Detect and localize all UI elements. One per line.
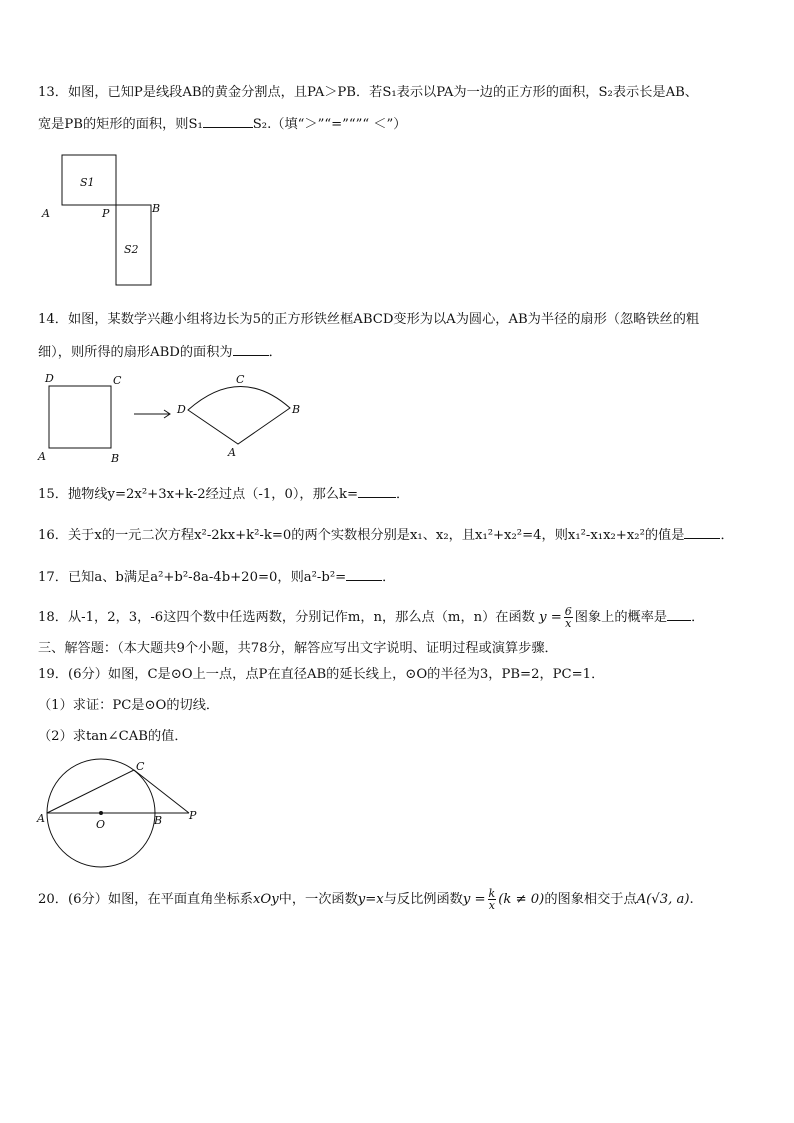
q20-text-e: . xyxy=(689,892,694,907)
label-p: P xyxy=(189,809,197,822)
q13-text-b: S₂.（填“＞”“=”“”“ ＜”） xyxy=(252,117,407,132)
q14-text-a: 细），则所得的扇形ABD的面积为 xyxy=(38,345,233,360)
q20-text-c: 与反比例函数 xyxy=(383,892,463,907)
label-b: B xyxy=(154,814,163,827)
q20-text-b: 中，一次函数 xyxy=(278,892,358,907)
q16-answer-blank xyxy=(684,525,720,539)
q18-line xyxy=(38,606,704,629)
q19-part2: （2）求tan∠CAB的值． xyxy=(38,729,188,744)
q14-line1: 14．如图，某数学兴趣小组将边长为5的正方形铁丝框ABCD变形为以A为圆心，AB为半径的扇形（忽略铁丝的粗 xyxy=(38,312,700,327)
q14-line2 xyxy=(38,342,282,362)
q16-text-b: ． xyxy=(720,528,734,543)
q15-text-b: ． xyxy=(396,487,410,502)
label-b: B xyxy=(152,202,161,215)
q20-condition: (k ≠ 0) xyxy=(498,892,545,907)
q17-text-a: 17．已知a、b满足a²+b²-8a-4b+20=0，则a²-b²= xyxy=(38,570,347,585)
sector-abd xyxy=(188,386,290,444)
label-o: O xyxy=(96,818,106,831)
q20-text-a: 20．(6分）如图，在平面直角坐标系 xyxy=(38,892,253,907)
q13-text-a: 宽是PB的矩形的面积，则S₁ xyxy=(38,117,203,132)
q13-line1: 13．如图，已知P是线段AB的黄金分割点，且PA＞PB．若S₁表示以PA为一边的正方形的面积，S₂表示长是AB、 xyxy=(38,85,698,100)
q18-fraction xyxy=(564,606,573,629)
q14-figure xyxy=(36,370,316,466)
label-a-square: A xyxy=(38,450,46,463)
q19-figure xyxy=(34,756,214,868)
q20-point-a: A(√3, a) xyxy=(636,892,690,907)
q20-text-d: 的图象相交于点 xyxy=(544,892,637,907)
q18-answer-blank xyxy=(667,607,691,621)
q14-text-b: ． xyxy=(268,345,282,360)
q17-text-b: ． xyxy=(382,570,396,585)
q20-fraction xyxy=(488,888,497,911)
q20-linear-func: y=x xyxy=(357,892,384,907)
q15-text-a: 15．抛物线y=2x²+3x+k-2经过点（-1，0），那么k= xyxy=(38,487,359,502)
q20-numerator: k xyxy=(488,887,496,900)
label-d-sector: D xyxy=(177,403,186,416)
label-a: A xyxy=(42,207,50,220)
segment-ac xyxy=(47,770,134,813)
segment-cp xyxy=(134,770,189,813)
q20-line xyxy=(38,888,694,911)
q20-denominator: x xyxy=(488,899,495,912)
q18-func-y: y = xyxy=(539,610,562,625)
label-p: P xyxy=(102,207,110,220)
label-a-sector: A xyxy=(228,446,236,459)
q16-line xyxy=(38,525,734,545)
q18-denominator: x xyxy=(565,617,572,630)
q18-text-a: 18．从-1，2，3，-6这四个数中任选两数，分别记作m，n，那么点（m，n）在函数 xyxy=(38,610,535,625)
q19-line1: 19．(6分）如图，C是⊙O上一点，点P在直径AB的延长线上，⊙O的半径为3，PB=2，PC=1． xyxy=(38,667,605,682)
q20-func-y: y = xyxy=(462,892,486,907)
label-b-square: B xyxy=(111,452,120,465)
q17-line xyxy=(38,567,395,587)
q15-line xyxy=(38,484,409,504)
q15-answer-blank xyxy=(358,484,396,498)
label-s1: S1 xyxy=(80,176,95,189)
q18-numerator: 6 xyxy=(564,605,572,618)
label-c-square: C xyxy=(113,374,122,387)
label-d-square: D xyxy=(45,372,54,385)
q13-line2 xyxy=(38,114,406,134)
label-a: A xyxy=(37,812,45,825)
label-c: C xyxy=(136,760,145,773)
q18-text-b: 图象上的概率是 xyxy=(574,610,668,625)
label-s2: S2 xyxy=(124,243,139,256)
center-point-o xyxy=(99,811,103,815)
q20-xoy: xOy xyxy=(252,892,279,907)
section-3-heading: 三、解答题：（本大题共9个小题，共78分，解答应写出文字说明、证明过程或演算步骤． xyxy=(38,641,558,656)
q13-answer-blank xyxy=(203,114,253,128)
q17-answer-blank xyxy=(346,567,382,581)
q18-text-c: ． xyxy=(691,610,705,625)
q14-answer-blank xyxy=(233,342,269,356)
label-c-sector: C xyxy=(236,373,245,386)
label-b-sector: B xyxy=(292,403,301,416)
q13-figure xyxy=(38,148,178,290)
q16-text-a: 16．关于x的一元二次方程x²-2kx+k²-k=0的两个实数根分别是x₁、x₂，且x₁²+x₂²=4，则x₁²-x₁x₂+x₂²的值是 xyxy=(38,528,685,543)
q19-part1: （1）求证：PC是⊙O的切线． xyxy=(38,698,220,713)
square-abcd xyxy=(49,386,111,448)
